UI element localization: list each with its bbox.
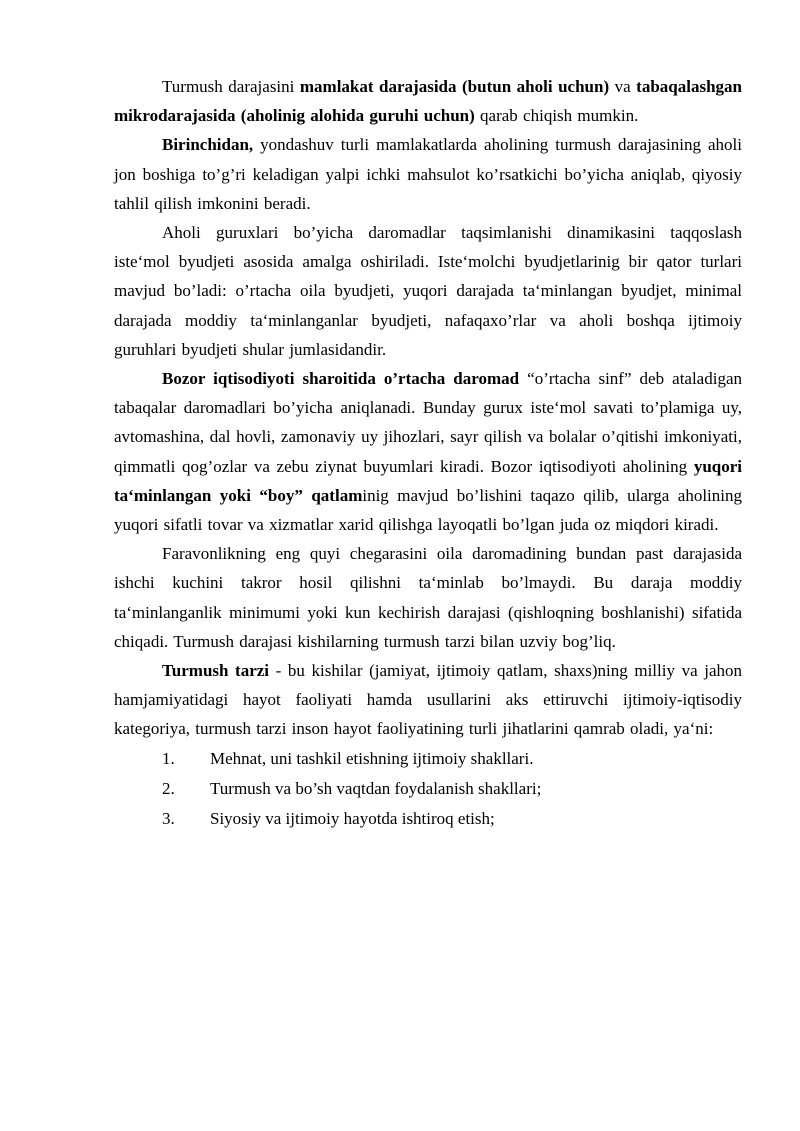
bold-text: Turmush tarzi — [162, 661, 270, 681]
document-body — [114, 72, 742, 744]
text-run: Turmush darajasini — [162, 77, 300, 96]
paragraph-p5 — [114, 539, 742, 656]
text-run: va — [609, 77, 637, 96]
paragraph-p1 — [114, 72, 742, 130]
paragraph-p2 — [114, 130, 742, 218]
bold-text: yuqori ta‘minlangan yoki “boy” qatlam — [114, 456, 742, 505]
list-item-number: 2. — [162, 778, 175, 798]
bold-text: Bozor iqtisodiyoti sharoitida o’rtacha daromad — [162, 369, 520, 389]
text-run: inig mavjud bo’lishini taqazo qilib, ularga aholining yuqori sifatli tovar va xizmatlar xarid qilishga layoqatli bo’lgan juda oz miqdori kiradi. — [114, 485, 742, 535]
text-run: qarab chiqish mumkin. — [474, 106, 639, 126]
list-item-text: Siyosiy va ijtimoiy hayotda ishtiroq etish; — [210, 808, 495, 828]
list-item — [114, 774, 742, 804]
list-item-text: Turmush va bo’sh vaqtdan foydalanish shakllari; — [210, 778, 542, 798]
list-item — [114, 744, 742, 774]
text-run: Faravonlikning eng quyi chegarasini oila daromadining bundan past darajasida ishchi kuchini takror hosil qilishni ta‘minlab bo’lmaydi. Bu daraja moddiy ta‘minlanganlik minimumi yoki kun kechirish darajasi (qishloqning boshlanishi) sifatida chiqadi. Turmush darajasi kishilarning turmush tarzi bilan uzviy bog’liq. — [114, 544, 742, 651]
bold-text: Birinchidan, — [162, 135, 254, 155]
bold-text: tabaqalashgan mikrodarajasida (aholinig alohida guruhi uchun) — [114, 77, 742, 126]
list-item-text: Mehnat, uni tashkil etishning ijtimoiy shakllari. — [210, 748, 534, 768]
text-run: yondashuv turli mamlakatlarda aholining turmush darajasining aholi jon boshiga to’g’ri keladigan yalpi ichki mahsulot ko’rsatkichi bo’yicha aniqlab, qiyosiy tahlil qilish imkonini beradi. — [114, 135, 742, 213]
paragraph-p3 — [114, 218, 742, 364]
document-page — [114, 72, 742, 834]
text-run: - bu kishilar (jamiyat, ijtimoiy qatlam, shaxs)ning milliy va jahon hamjamiyatidagi hayot faoliyati hamda usullarini aks ettiruvchi ijtimoiy-iqtisodiy kategoriya, turmush tarzi inson hayot faoliyatining turli jihatlarini qamrab oladi, ya‘ni: — [114, 661, 742, 739]
list-item-number: 3. — [162, 808, 175, 828]
text-run: Aholi guruxlari bo’yicha daromadlar taqsimlanishi dinamikasini taqqoslash iste‘mol byudjeti asosida amalga oshiriladi. Iste‘molchi byudjetlarinig bir qator turlari mavjud bo’ladi: o’rtacha oila byudjeti, yuqori darajada ta‘minlangan byudjet, minimal darajada moddiy ta‘minlanganlar byudjeti, nafaqaxo’rlar va aholi boshqa ijtimoiy guruhlari byudjeti shular jumlasidandir. — [114, 223, 742, 359]
numbered-list — [114, 744, 742, 834]
paragraph-p4 — [114, 364, 742, 539]
list-item — [114, 804, 742, 834]
paragraph-p6 — [114, 656, 742, 744]
text-run: “o’rtacha sinf” deb ataladigan tabaqalar daromadlari bo’yicha aniqlanadi. Bunday gurux iste‘mol savati to’plamiga uy, avtomashina, dal hovli, zamonaviy uy jihozlari, sayr qilish va bolalar o’qitishi imkoniyati, qimmatli qog’ozlar va zebu ziynat buyumlari kiradi. Bozor iqtisodiyoti aholining — [114, 369, 742, 476]
list-item-number: 1. — [162, 748, 175, 768]
bold-text: mamlakat darajasida (butun aholi uchun) — [299, 77, 610, 96]
